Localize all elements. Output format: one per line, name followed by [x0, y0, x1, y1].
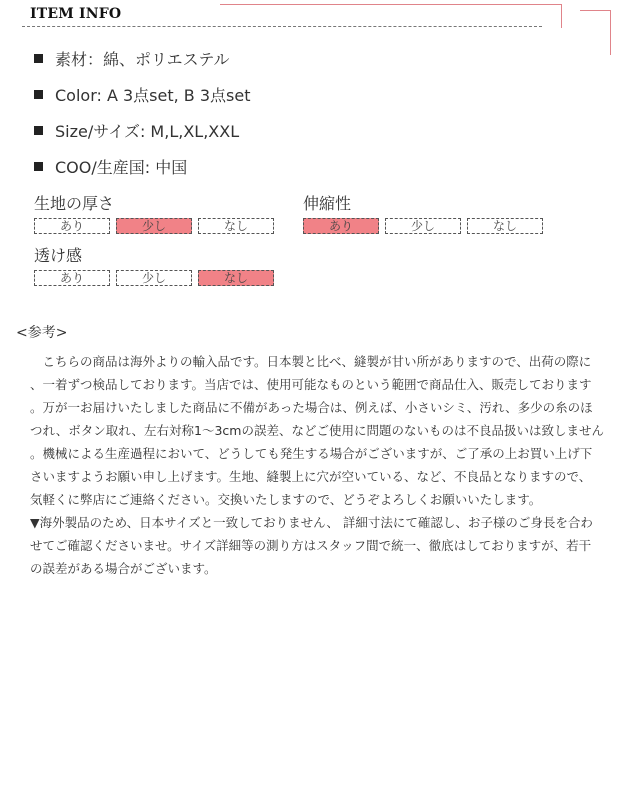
header-divider	[22, 26, 542, 27]
decorative-line	[220, 4, 562, 5]
info-item-origin	[34, 148, 594, 184]
square-bullet-icon	[34, 90, 43, 99]
rating-stretch	[303, 193, 543, 234]
page-title: ITEM INFO	[30, 6, 122, 22]
rating-option: あり	[34, 218, 110, 234]
decorative-line	[610, 10, 611, 55]
reference-line: こちらの商品は海外よりの輸入品です。日本製と比べ、縫製が甘い所がありますので、出荷の際に	[30, 354, 592, 369]
rating-label: 透け感	[34, 246, 83, 265]
info-text: Size/サイズ: M,L,XL,XXL	[55, 121, 240, 141]
rating-sheerness	[34, 245, 274, 286]
info-text: COO/生産国: 中国	[55, 157, 188, 177]
reference-line: の誤差がある場合がございます。	[30, 561, 217, 576]
rating-option: 少し	[116, 270, 192, 286]
info-text: Color: A 3点set, B 3点set	[55, 85, 251, 105]
rating-option: あり	[34, 270, 110, 286]
reference-line: せてご確認くださいませ。サイズ詳細等の測り方はスタッフ間で統一、徹底はしておりますが、若干	[30, 538, 592, 553]
decorative-line	[561, 4, 562, 28]
rating-thickness	[34, 193, 274, 234]
reference-line: ▼海外製品のため、日本サイズと一致しておりません、 詳細寸法にて確認し、お子様のご身長を合わ	[30, 515, 593, 530]
reference-line: 、一着ずつ検品しております。当店では、使用可能なものという範囲で商品仕入、販売しております	[30, 377, 592, 392]
reference-line: 。機械による生産過程において、どうしても発生する場合がございますが、ご了承の上お買い上げ下	[30, 446, 593, 461]
item-info-list	[34, 40, 594, 184]
reference-line: 気軽くに弊店にご連絡ください。交換いたしますので、どうぞよろしくお願いいたします。	[30, 492, 542, 507]
rating-option: 少し	[116, 218, 192, 234]
rating-option: なし	[198, 218, 274, 234]
reference-line: さいますようお願い申し上げます。生地、縫製上に穴が空いている、など、不良品となりますので、	[30, 469, 592, 484]
reference-line: 。万が一お届けいたしました商品に不備があった場合は、例えば、小さいシミ、汚れ、多少の糸のほ	[30, 400, 593, 415]
rating-option: なし	[198, 270, 274, 286]
rating-option: あり	[303, 218, 379, 234]
decorative-line	[580, 10, 611, 11]
rating-option: 少し	[385, 218, 461, 234]
reference-heading: <参考>	[16, 325, 68, 341]
reference-body	[30, 350, 610, 580]
info-item-size	[34, 112, 594, 148]
square-bullet-icon	[34, 54, 43, 63]
rating-label: 伸縮性	[303, 194, 352, 213]
rating-label: 生地の厚さ	[34, 194, 115, 213]
info-text: 素材：綿、ポリエステル	[55, 49, 230, 69]
square-bullet-icon	[34, 162, 43, 171]
square-bullet-icon	[34, 126, 43, 135]
reference-line: つれ、ボタン取れ、左右対称1～3cmの誤差、などご使用に問題のないものは不良品扱いは致しません	[30, 423, 604, 438]
rating-option: なし	[467, 218, 543, 234]
info-item-material	[34, 40, 594, 76]
info-item-color	[34, 76, 594, 112]
